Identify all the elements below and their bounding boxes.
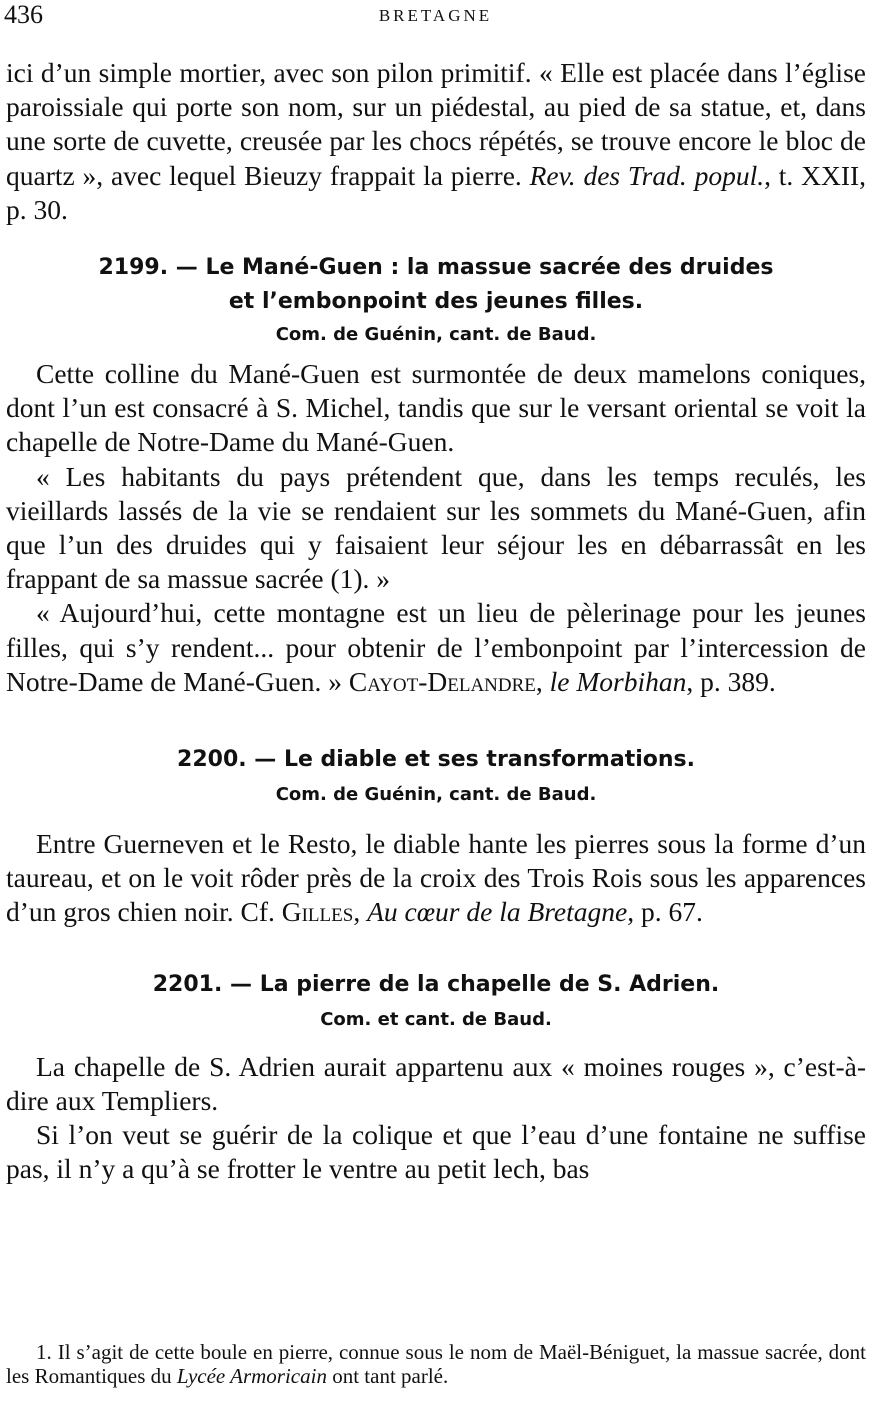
footnote-work-title: Lycée Armoricain xyxy=(176,1364,327,1388)
section-number: 2200. xyxy=(177,747,247,773)
author-name: Cayot-Delandre xyxy=(348,665,536,697)
section-2201-paragraph-2: Si l’on veut se guérir de la colique et que l’eau d’une fontaine ne suffise pas, il n’y a qu’à se frotter le ventre au petit lech, bas xyxy=(6,1119,866,1185)
footnotes xyxy=(6,1340,866,1388)
section-2200-paragraph-1: Entre Guerneven et le Resto, le diable hante les pierres sous la forme d’un taureau, et on le voit rôder près de la croix des Trois Rois sous les apparences d’un gros chien noir. Cf. Gilles, Au cœur de la Bretagne, p. 67. xyxy=(6,828,866,928)
footnote-1: 1. Il s’agit de cette boule en pierre, connue sous le nom de Maël-Béniguet, la massue sacrée, dont les Romantiques du Lycée Armoricain ont tant parlé. xyxy=(6,1340,867,1388)
author-name: Gilles xyxy=(281,896,354,928)
section-2201-paragraph-1: La chapelle de S. Adrien aurait appartenu aux « moines rouges », c’est-à-dire aux Templiers. xyxy=(6,1050,866,1116)
section-2199-paragraph-3: « Aujourd’hui, cette montagne est un lieu de pèlerinage pour les jeunes filles, qui s’y rendent... pour obtenir de l’embonpoint par l’intercession de Notre-Dame de Mané-Guen. » Cayot-Delandre, le Morbihan, p. 389. xyxy=(6,597,866,697)
running-head: BRETAGNE xyxy=(378,6,493,25)
section-2199-paragraph-1: Cette colline du Mané-Guen est surmontée de deux mamelons coniques, dont l’un est consacré à S. Michel, tandis que sur le versant oriental se voit la chapelle de Notre-Dame du Mané-Guen. xyxy=(6,358,866,458)
opening-paragraph: ici d’un simple mortier, avec son pilon primitif. « Elle est placée dans l’église paroissiale qui porte son nom, sur un piédestal, au pied de sa statue, et, dans une sorte de cuvette, creusée par les chocs répétés, se trouve encore le bloc de quartz », avec lequel Bieuzy frappait la pierre. Rev. des Trad. popul., t. XXII, p. 30. xyxy=(6,57,867,225)
section-2199-locality: Com. de Guénin, cant. de Baud. xyxy=(275,324,597,346)
reference-title: Rev. des Trad. popul. xyxy=(529,159,765,191)
section-2201-locality: Com. et cant. de Baud. xyxy=(320,1008,552,1030)
section-number: 2199. xyxy=(98,255,169,281)
work-title: Au cœur de la Bretagne xyxy=(367,896,628,928)
page-number: 436 xyxy=(4,0,43,29)
page-body xyxy=(6,56,866,1186)
section-2200-locality: Com. de Guénin, cant. de Baud. xyxy=(275,784,597,806)
section-2201-title: 2201. — La pierre de la chapelle de S. Adrien. xyxy=(152,971,720,997)
page-header xyxy=(0,0,871,34)
section-number: 2201. xyxy=(152,971,223,997)
section-2199-paragraph-2: « Les habitants du pays prétendent que, dans les temps reculés, les vieillards lassés de la vie se rendaient sur les sommets du Mané-Guen, afin que l’un des druides qui y faisaient leur séjour les en débarrassât en les frappant de sa massue sacrée (1). » xyxy=(6,460,866,595)
section-2200-title: 2200. — Le diable et ses transformations. xyxy=(177,747,695,773)
footnote-number: 1. xyxy=(36,1340,52,1364)
section-2199-title: 2199. — Le Mané-Guen : la massue sacrée des druides et l’embonpoint des jeunes filles. xyxy=(98,255,774,315)
work-title: le Morbihan xyxy=(549,665,687,697)
